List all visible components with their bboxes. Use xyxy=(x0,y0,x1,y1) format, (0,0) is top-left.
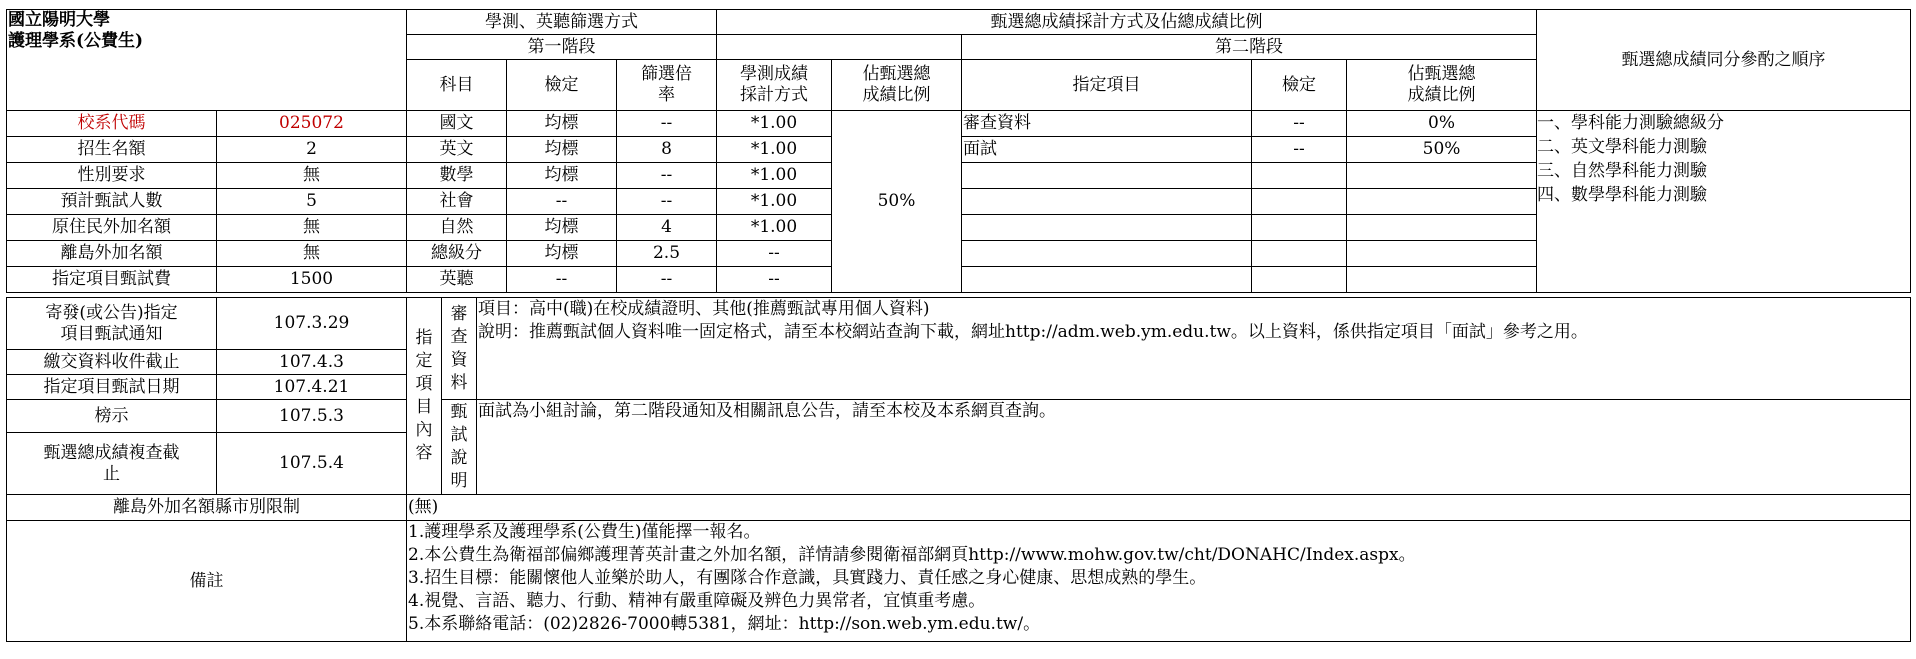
info-label: 原住民外加名額 xyxy=(7,215,217,241)
remark-line: 3.招生目標：能關懷他人並樂於助人，有團隊合作意識，具實踐力、責任感之身心健康、思想成熟的學生。 xyxy=(408,568,1207,588)
remarks-content xyxy=(407,521,1911,642)
remark-line: 2.本公費生為衛福部偏鄉護理菁英計畫之外加名額，詳情請參閱衛福部網頁http://www.mohw.gov.tw/cht/DONAHC/Index.aspx。 xyxy=(408,545,1416,565)
date-label: 繳交資料收件截止 xyxy=(7,350,217,375)
col-weight: 佔甄選總成績比例 xyxy=(832,60,962,111)
review-items: 項目：高中(職)在校成績證明、其他(推薦甄試專用個人資料) xyxy=(478,299,930,319)
exam-note: 面試為小組討論，第二階段通知及相關訊息公告，請至本校及本系網頁查詢。 xyxy=(478,401,1056,421)
subject-ratio: 2.5 xyxy=(617,241,717,267)
review-content xyxy=(477,298,1911,400)
screen-method-header: 學測、英聽篩選方式 xyxy=(407,10,717,35)
info-label: 性別要求 xyxy=(7,163,217,189)
island-limit-value: (無) xyxy=(407,495,1911,521)
subject-check: -- xyxy=(507,189,617,215)
exam-content xyxy=(477,400,1911,495)
date-label: 寄發(或公告)指定項目甄試通知 xyxy=(7,298,217,350)
stage2-item: 面試 xyxy=(962,137,1252,163)
subject-name: 數學 xyxy=(407,163,507,189)
info-label: 預計甄試人數 xyxy=(7,189,217,215)
empty-cell xyxy=(962,267,1252,293)
subject-ratio: -- xyxy=(617,267,717,293)
subject-check: 均標 xyxy=(507,241,617,267)
info-label: 校系代碼 xyxy=(7,111,217,137)
subject-method: *1.00 xyxy=(717,163,832,189)
empty-cell xyxy=(1347,267,1537,293)
info-value: 1500 xyxy=(217,267,407,293)
empty-cell xyxy=(962,215,1252,241)
table-row xyxy=(7,111,1911,137)
school-dept-title xyxy=(7,10,407,111)
exam-label-cell xyxy=(442,400,477,495)
info-value: 無 xyxy=(217,163,407,189)
date-label: 甄選總成績複查截止 xyxy=(7,433,217,495)
info-value: 無 xyxy=(217,215,407,241)
subject-check: 均標 xyxy=(507,137,617,163)
dept-name: 護理學系(公費生) xyxy=(8,31,144,51)
stage2-header: 第二階段 xyxy=(962,35,1537,60)
subject-method: *1.00 xyxy=(717,137,832,163)
subject-method: -- xyxy=(717,241,832,267)
col-check2: 檢定 xyxy=(1252,60,1347,111)
subject-ratio: 4 xyxy=(617,215,717,241)
date-value: 107.3.29 xyxy=(217,298,407,350)
review-label: 審查資料 xyxy=(450,303,468,393)
info-value: 025072 xyxy=(217,111,407,137)
subject-method: *1.00 xyxy=(717,111,832,137)
designated-label-cell xyxy=(407,298,442,495)
subject-name: 國文 xyxy=(407,111,507,137)
date-value: 107.5.3 xyxy=(217,400,407,433)
col-subject: 科目 xyxy=(407,60,507,111)
col-weight2: 佔甄選總成績比例 xyxy=(1347,60,1537,111)
info-value: 2 xyxy=(217,137,407,163)
subject-name: 英聽 xyxy=(407,267,507,293)
date-value: 107.5.4 xyxy=(217,433,407,495)
total-method-header: 甄選總成績採計方式及佔總成績比例 xyxy=(717,10,1537,35)
empty-cell xyxy=(962,163,1252,189)
subject-ratio: -- xyxy=(617,163,717,189)
empty-cell xyxy=(1347,241,1537,267)
col-check: 檢定 xyxy=(507,60,617,111)
tie-order-header: 甄選總成績同分參酌之順序 xyxy=(1537,10,1911,111)
info-label: 指定項目甄試費 xyxy=(7,267,217,293)
subject-method: *1.00 xyxy=(717,215,832,241)
info-label: 招生名額 xyxy=(7,137,217,163)
stage1-header-right xyxy=(717,35,962,60)
subject-ratio: -- xyxy=(617,111,717,137)
stage2-weight: 50% xyxy=(1347,137,1537,163)
stage1-weight: 50% xyxy=(832,111,962,293)
stage2-check: -- xyxy=(1252,137,1347,163)
subject-name: 英文 xyxy=(407,137,507,163)
empty-cell xyxy=(962,189,1252,215)
col-score-method: 學測成績採計方式 xyxy=(717,60,832,111)
empty-cell xyxy=(1347,189,1537,215)
empty-cell xyxy=(1252,189,1347,215)
island-limit-label: 離島外加名額縣市別限制 xyxy=(7,495,407,521)
table-row xyxy=(7,495,1911,521)
empty-cell xyxy=(1252,241,1347,267)
empty-cell xyxy=(1252,163,1347,189)
stage2-item: 審查資料 xyxy=(962,111,1252,137)
empty-cell xyxy=(1252,267,1347,293)
stage2-weight: 0% xyxy=(1347,111,1537,137)
tie-order-list xyxy=(1537,111,1911,293)
subject-ratio: 8 xyxy=(617,137,717,163)
empty-cell xyxy=(962,241,1252,267)
subject-check: -- xyxy=(507,267,617,293)
tie-item: 一、學科能力測驗總級分 xyxy=(1537,113,1725,133)
school-name: 國立陽明大學 xyxy=(8,10,110,30)
review-note: 說明：推薦甄試個人資料唯一固定格式，請至本校網站查詢下載，網址http://adm.web.ym.edu.tw。以上資料，係供指定項目「面試」參考之用。 xyxy=(478,322,1588,342)
remark-line: 5.本系聯絡電話：(02)2826-7000轉5381，網址：http://son.web.ym.edu.tw/。 xyxy=(408,614,1041,634)
date-label: 榜示 xyxy=(7,400,217,433)
table-row xyxy=(7,400,1911,433)
tie-item: 四、數學學科能力測驗 xyxy=(1537,185,1708,205)
admission-criteria-table xyxy=(6,9,1911,293)
remarks-label: 備註 xyxy=(7,521,407,642)
table-row xyxy=(7,521,1911,642)
review-label-cell xyxy=(442,298,477,400)
table-row xyxy=(7,298,1911,350)
designated-label: 指定項目內容 xyxy=(415,328,433,463)
empty-cell xyxy=(1347,215,1537,241)
stage2-check: -- xyxy=(1252,111,1347,137)
subject-check: 均標 xyxy=(507,215,617,241)
subject-check: 均標 xyxy=(507,163,617,189)
empty-cell xyxy=(1252,215,1347,241)
remark-line: 4.視覺、言語、聽力、行動、精神有嚴重障礙及辨色力異常者，宜慎重考慮。 xyxy=(408,591,986,611)
info-label: 離島外加名額 xyxy=(7,241,217,267)
subject-name: 社會 xyxy=(407,189,507,215)
date-value: 107.4.3 xyxy=(217,350,407,375)
empty-cell xyxy=(1347,163,1537,189)
subject-name: 自然 xyxy=(407,215,507,241)
subject-method: *1.00 xyxy=(717,189,832,215)
subject-method: -- xyxy=(717,267,832,293)
subject-name: 總級分 xyxy=(407,241,507,267)
stage1-header: 第一階段 xyxy=(407,35,717,60)
remark-line: 1.護理學系及護理學系(公費生)僅能擇一報名。 xyxy=(408,522,761,542)
tie-item: 二、英文學科能力測驗 xyxy=(1537,137,1708,157)
col-ratio: 篩選倍率 xyxy=(617,60,717,111)
schedule-and-notes-table xyxy=(6,297,1911,642)
subject-ratio: -- xyxy=(617,189,717,215)
info-value: 5 xyxy=(217,189,407,215)
subject-check: 均標 xyxy=(507,111,617,137)
col-item: 指定項目 xyxy=(962,60,1252,111)
info-value: 無 xyxy=(217,241,407,267)
date-label: 指定項目甄試日期 xyxy=(7,375,217,400)
tie-item: 三、自然學科能力測驗 xyxy=(1537,161,1708,181)
exam-label: 甄試說明 xyxy=(450,402,468,491)
date-value: 107.4.21 xyxy=(217,375,407,400)
